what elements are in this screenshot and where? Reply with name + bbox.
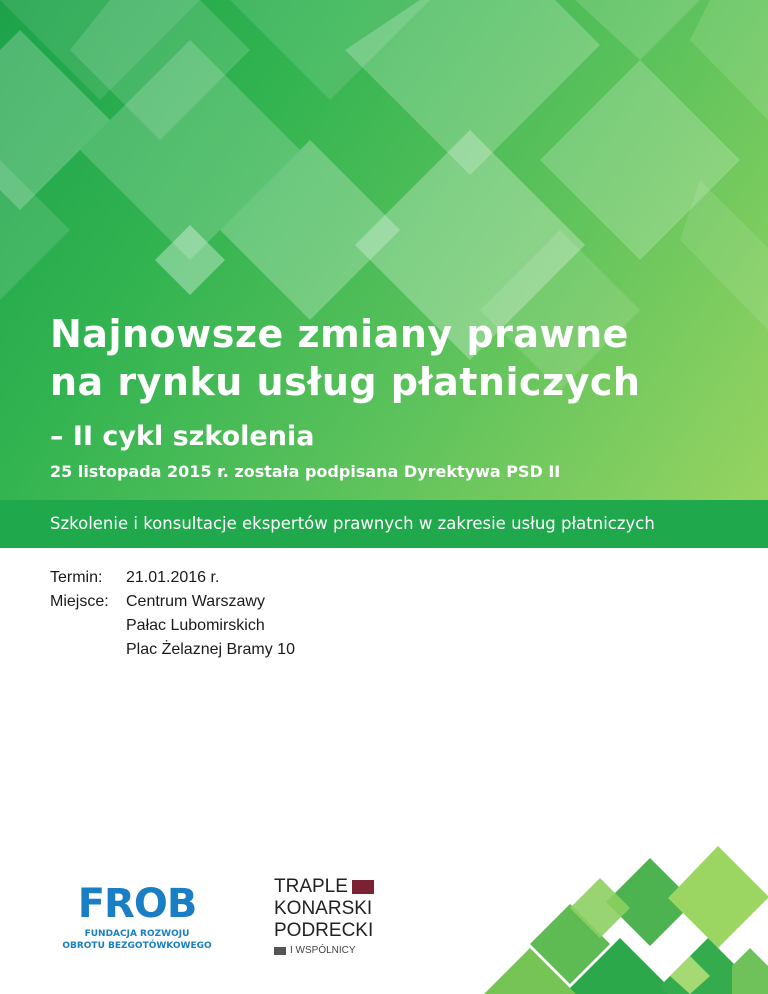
place-line-2: Pałac Lubomirskich [126,617,265,634]
traple-logo [274,876,374,958]
traple-line-3: PODRECKI [274,920,374,941]
title-line-1: Najnowsze zmiany prawne [50,312,629,356]
term-value: 21.01.2016 r. [126,569,220,586]
term-row [50,566,295,590]
term-label: Termin: [50,569,103,586]
subtitle: – II cykl szkolenia [50,421,315,452]
page-title [50,310,640,406]
event-details [50,566,295,662]
traple-line-1: TRAPLE [274,876,348,897]
place-row [50,590,295,614]
frob-wordmark: FROB [77,881,197,927]
place-line-1: Centrum Warszawy [126,593,265,610]
grey-square-icon [274,947,286,955]
frob-line-1: FUNDACJA ROZWOJU [84,929,190,939]
place-line-3: Plac Żelaznej Bramy 10 [126,641,295,658]
corner-diamond-pattern [470,838,768,994]
lead-text: 25 listopada 2015 r. została podpisana Dyrektywa PSD II [50,462,561,481]
place-label: Miejsce: [50,593,109,610]
red-square-icon [352,880,374,894]
title-line-2: na rynku usług płatniczych [50,360,641,404]
tagline: Szkolenie i konsultacje ekspertów prawnych w zakresie usług płatniczych [50,514,655,533]
frob-logo [52,881,222,952]
place-row-3 [50,638,295,662]
traple-line-4: I WSPÓLNICY [290,945,356,956]
frob-line-2: OBROTU BEZGOTÓWKOWEGO [62,941,212,951]
place-row-2 [50,614,295,638]
traple-line-2: KONARSKI [274,898,373,919]
